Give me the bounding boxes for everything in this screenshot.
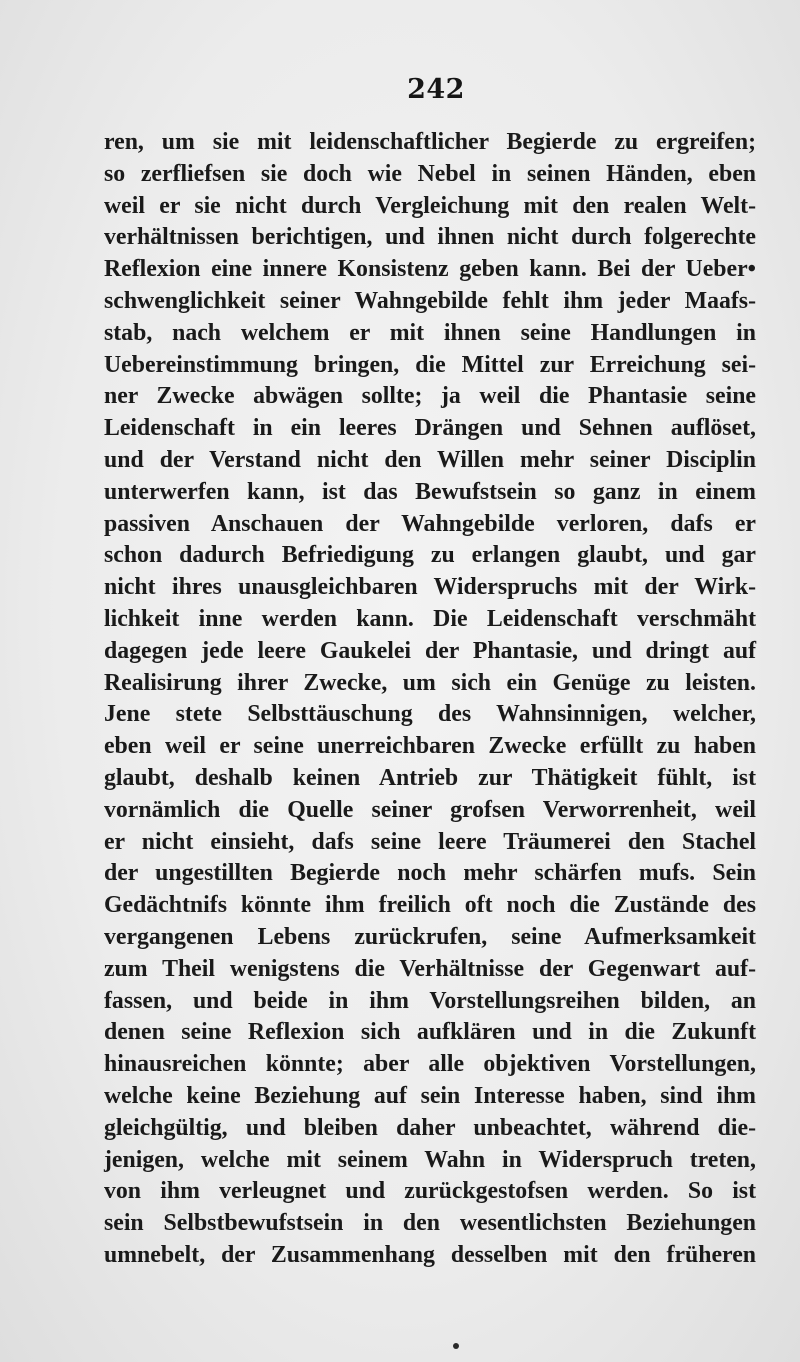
text-line: eben weil er seine unerreichbaren Zwecke erfüllt zu haben bbox=[104, 733, 756, 760]
text-line: und der Verstand nicht den Willen mehr seiner Disciplin bbox=[104, 446, 756, 473]
text-line: weil er sie nicht durch Vergleichung mit den realen Welt- bbox=[104, 192, 756, 219]
text-line: fassen, und beide in ihm Vorstellungsreihen bilden, an bbox=[104, 987, 756, 1014]
text-line: passiven Anschauen der Wahngebilde verloren, dafs er bbox=[104, 510, 756, 537]
text-line: schon dadurch Befriedigung zu erlangen glaubt, und gar bbox=[104, 542, 756, 569]
text-line: so zerfliefsen sie doch wie Nebel in seinen Händen, eben bbox=[104, 160, 756, 187]
text-line: glaubt, deshalb keinen Antrieb zur Thätigkeit fühlt, ist bbox=[104, 764, 756, 791]
text-line: vornämlich die Quelle seiner grofsen Verworrenheit, weil bbox=[104, 796, 756, 823]
text-line: lichkeit inne werden kann. Die Leidenschaft verschmäht bbox=[104, 605, 756, 632]
text-line: gleichgültig, und bleiben daher unbeachtet, während die- bbox=[104, 1114, 756, 1141]
text-line: schwenglichkeit seiner Wahngebilde fehlt ihm jeder Maafs- bbox=[104, 287, 756, 314]
text-line: denen seine Reflexion sich aufklären und in die Zukunft bbox=[104, 1019, 756, 1046]
text-line: sein Selbstbewufstsein in den wesentlichsten Beziehungen bbox=[104, 1210, 756, 1237]
text-line: unterwerfen kann, ist das Bewufstsein so ganz in einem bbox=[104, 478, 756, 505]
body-text bbox=[104, 127, 756, 1272]
text-line: welche keine Beziehung auf sein Interesse haben, sind ihm bbox=[104, 1082, 756, 1109]
text-line: zum Theil wenigstens die Verhältnisse der Gegenwart auf- bbox=[104, 955, 756, 982]
text-line: Gedächtnifs könnte ihm freilich oft noch die Zustände des bbox=[104, 892, 756, 919]
text-line: ren, um sie mit leidenschaftlicher Begierde zu ergreifen; bbox=[104, 129, 756, 155]
text-line: verhältnissen berichtigen, und ihnen nicht durch folgerechte bbox=[104, 224, 756, 251]
text-line: dagegen jede leere Gaukelei der Phantasie, und dringt auf bbox=[104, 637, 756, 664]
text-line: umnebelt, der Zusammenhang desselben mit den früheren bbox=[104, 1241, 756, 1268]
text-line: Jene stete Selbsttäuschung des Wahnsinnigen, welcher, bbox=[104, 701, 756, 728]
text-line: er nicht einsieht, dafs seine leere Träumerei den Stachel bbox=[104, 828, 756, 855]
text-line: Reflexion eine innere Konsistenz geben kann. Bei der Ueber• bbox=[104, 256, 756, 283]
text-line: jenigen, welche mit seinem Wahn in Widerspruch treten, bbox=[104, 1146, 756, 1173]
text-line: Uebereinstimmung bringen, die Mittel zur Erreichung sei- bbox=[104, 351, 756, 378]
text-line: stab, nach welchem er mit ihnen seine Handlungen in bbox=[104, 319, 756, 346]
text-line: Leidenschaft in ein leeres Drängen und Sehnen auflöset, bbox=[104, 415, 756, 442]
text-line: Realisirung ihrer Zwecke, um sich ein Genüge zu leisten. bbox=[104, 669, 756, 696]
text-line: ner Zwecke abwägen sollte; ja weil die Phantasie seine bbox=[104, 383, 756, 410]
page-number: 242 bbox=[407, 74, 465, 105]
text-line: vergangenen Lebens zurückrufen, seine Aufmerksamkeit bbox=[104, 923, 756, 950]
text-line: nicht ihres unausgleichbaren Widerspruchs mit der Wirk- bbox=[104, 574, 756, 601]
text-line: hinausreichen könnte; aber alle objektiven Vorstellungen, bbox=[104, 1051, 756, 1078]
text-line: von ihm verleugnet und zurückgestofsen werden. So ist bbox=[104, 1178, 756, 1205]
text-line: der ungestillten Begierde noch mehr schärfen mufs. Sein bbox=[104, 860, 756, 887]
printer-mark-dot bbox=[453, 1343, 459, 1349]
